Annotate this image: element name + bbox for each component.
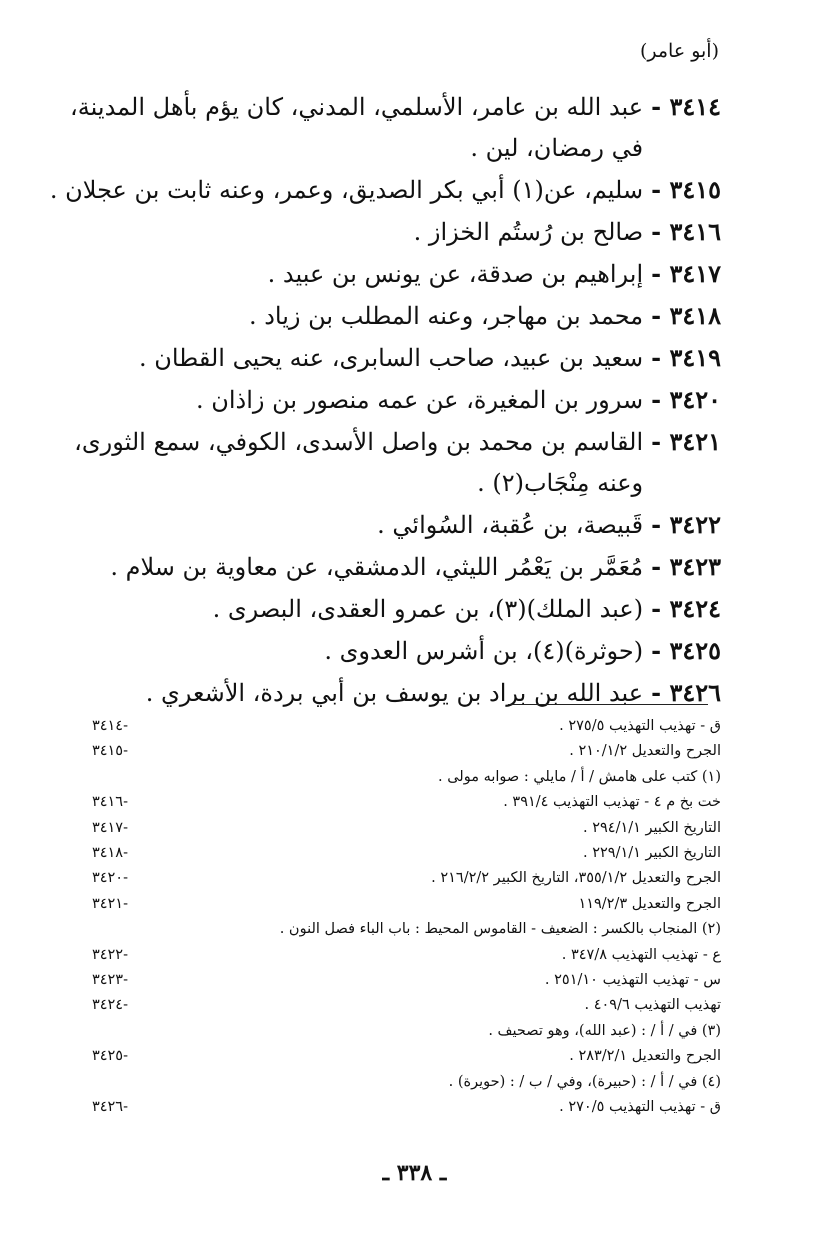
entry-number: ٣٤٢٥ - [651, 636, 721, 665]
entry-number: ٣٤١٦ - [651, 217, 721, 246]
entry-text: مُعَمَّر بن يَعْمُر الليثي، الدمشقي، عن معاوية بن سلام . [110, 553, 644, 581]
footnote-line [40, 917, 721, 942]
footnote-text: س - تهذيب التهذيب ٢٥١/١٠ . [544, 972, 721, 989]
entry-number: ٣٤١٩ - [651, 343, 721, 372]
footnote-ref-number: -٣٤٢٣ [91, 972, 128, 989]
entry-number: ٣٤١٨ - [651, 301, 721, 330]
footnote-line [40, 1095, 721, 1120]
footnote-ref-number: -٣٤١٨ [91, 845, 128, 862]
entry [40, 588, 721, 630]
footnotes-list [40, 714, 721, 1121]
entry-number: ٣٤٢٦ - [651, 678, 721, 707]
entry-text: قَبيصة، بن عُقبة، السُوائي . [377, 511, 644, 539]
footnote-text: ق - تهذيب التهذيب ٢٧٠/٥ . [559, 1099, 721, 1116]
footnote-text: (٣) في / أ / : (عبد الله)، وهو تصحيف . [488, 1022, 721, 1039]
footnote-text: التاريخ الكبير ٢٢٩/١/١ . [583, 845, 721, 862]
entry [40, 630, 721, 672]
entry-number: ٣٤٢٠ - [651, 385, 721, 414]
footnote-ref-number: -٣٤٢٠ [91, 870, 128, 887]
footnote-line [40, 739, 721, 764]
footnote-text: ق - تهذيب التهذيب ٢٧٥/٥ . [559, 718, 721, 734]
entry [40, 169, 721, 211]
footnote-ref-number: -٣٤٢٥ [91, 1048, 128, 1065]
footnote-ref-number: -٣٤١٧ [91, 819, 128, 836]
entry [40, 672, 721, 714]
entry-text: سليم، عن(١) أبي بكر الصديق، وعمر، وعنه ثابت بن عجلان . [49, 176, 644, 204]
footnote-ref-number: -٣٤٢٢ [91, 946, 128, 963]
entry-text: القاسم بن محمد بن واصل الأسدى، الكوفي، سمع الثورى، وعنه مِنْجَاب(٢) . [74, 428, 644, 497]
footnote-text: خت بخ م ٤ - تهذيب التهذيب ٣٩١/٤ . [503, 794, 721, 811]
footnote-line [40, 714, 721, 739]
footnote-line [40, 1070, 721, 1095]
entry [40, 295, 721, 337]
footnote-text: الجرح والتعديل ١١٩/٢/٣ [578, 895, 721, 912]
footnote-line [40, 1019, 721, 1044]
footnote-line [40, 943, 721, 968]
entry-number: ٣٤١٥ - [651, 175, 721, 204]
entry-text: سعيد بن عبيد، صاحب السابرى، عنه يحيى القطان . [138, 344, 644, 372]
entry [40, 211, 721, 253]
footnote-ref-number: -٣٤٢٤ [91, 997, 128, 1014]
entry [40, 546, 721, 588]
footnote-text: الجرح والتعديل ٣٥٥/١/٢، التاريخ الكبير ٢١٦/٢/٢ . [431, 870, 721, 887]
entry-text: إبراهيم بن صدقة، عن يونس بن عبيد . [267, 260, 644, 288]
entries-list [40, 86, 721, 714]
entry-number: ٣٤٢٢ - [651, 510, 721, 539]
running-title: (أبو عامر) [639, 40, 719, 62]
entry-number: ٣٤١٧ - [651, 259, 721, 288]
entry [40, 253, 721, 295]
entry-number: ٣٤١٤ - [651, 92, 721, 121]
entry [40, 421, 721, 504]
footnote-text: (٤) في / أ / : (حبيرة)، وفي / ب / : (حويرة) . [448, 1073, 721, 1090]
footnote-text: تهذيب التهذيب ٤٠٩/٦ . [584, 997, 721, 1014]
footnote-text: التاريخ الكبير ٢٩٤/١/١ . [583, 819, 721, 836]
entry-text: سرور بن المغيرة، عن عمه منصور بن زاذان . [195, 386, 644, 414]
entry-text: صالح بن رُستُم الخزاز . [413, 218, 644, 246]
entry [40, 337, 721, 379]
page-number: ـ ٣٣٨ ـ [382, 1160, 447, 1186]
entry [40, 504, 721, 546]
footnote-ref-number: -٣٤١٥ [91, 743, 128, 760]
footnote-text: (١) كتب على هامش / أ / مايلي : صوابه مولى . [437, 768, 721, 785]
entry-number: ٣٤٢٣ - [651, 552, 721, 581]
entry-number: ٣٤٢١ - [651, 427, 721, 456]
footnote-line [40, 993, 721, 1018]
footnote-line [40, 816, 721, 841]
footnote-line [40, 790, 721, 815]
footnote-text: الجرح والتعديل ٢٨٣/٢/١ . [569, 1048, 721, 1065]
entry-text: (حوثرة)(٤)، بن أشرس العدوى . [324, 637, 644, 665]
entry-text: عبد الله بن براد بن يوسف بن أبي بردة، الأشعري . [145, 679, 644, 707]
footnote-line [40, 765, 721, 790]
entry [40, 379, 721, 421]
entry-number: ٣٤٢٤ - [651, 594, 721, 623]
footnote-text: ع - تهذيب التهذيب ٣٤٧/٨ . [561, 946, 721, 963]
footnote-text: الجرح والتعديل ٢١٠/١/٢ . [569, 743, 721, 760]
footnote-line [40, 892, 721, 917]
entry-text: عبد الله بن عامر، الأسلمي، المدني، كان يؤم بأهل المدينة، في رمضان، لين . [70, 93, 644, 162]
entry-text: محمد بن مهاجر، وعنه المطلب بن زياد . [248, 302, 644, 330]
footnote-line [40, 866, 721, 891]
footnote-ref-number: -٣٤١٦ [91, 794, 128, 811]
footnote-text: (٢) المنجاب بالكسر : الضعيف - القاموس المحيط : باب الباء فصل النون . [279, 921, 721, 938]
footnote-ref-number: -٣٤٢٦ [91, 1099, 128, 1116]
footnote-divider [508, 704, 708, 705]
footnote-ref-number: -٣٤١٤ [91, 718, 128, 734]
entry [40, 86, 721, 169]
footnote-line [40, 841, 721, 866]
entry-text: (عبد الملك)(٣)، بن عمرو العقدى، البصرى . [212, 595, 644, 623]
footnote-ref-number: -٣٤٢١ [91, 895, 128, 912]
footnote-line [40, 968, 721, 993]
footnote-line [40, 1044, 721, 1069]
